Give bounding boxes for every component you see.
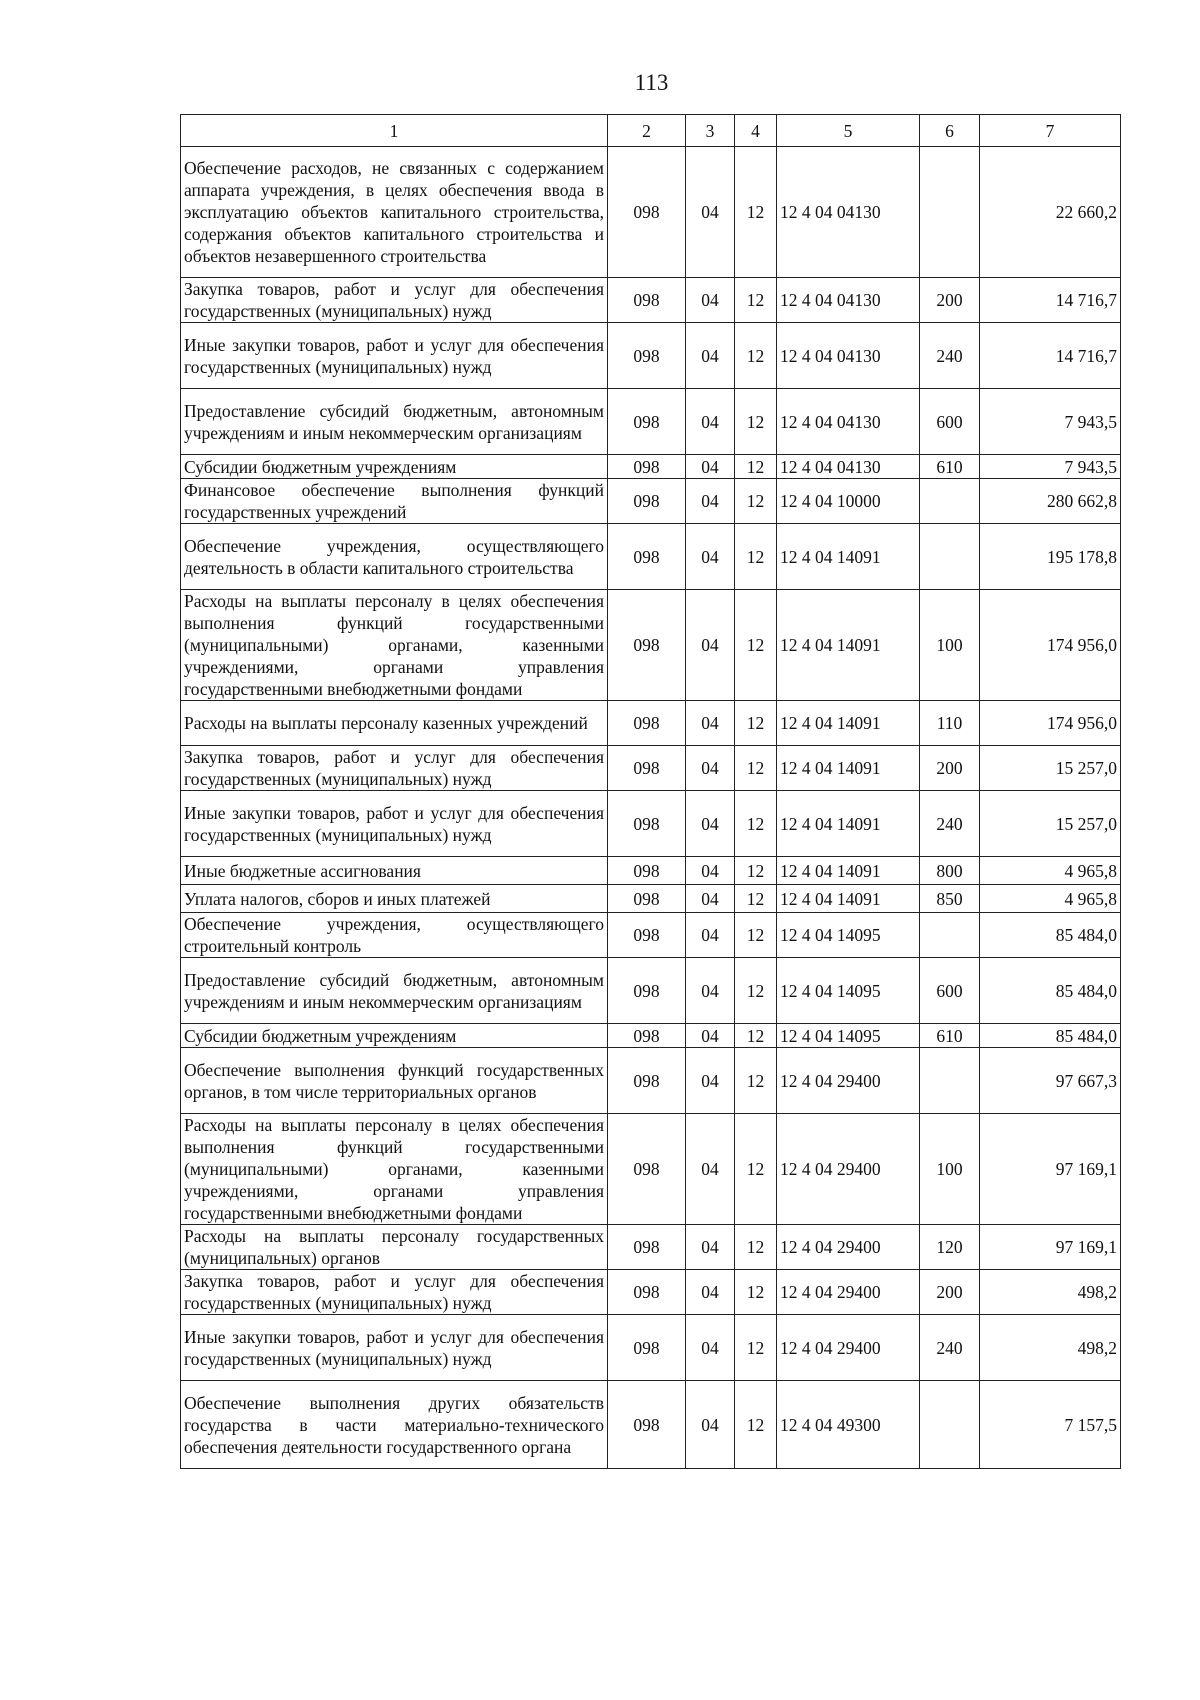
- section-code-cell: 04: [686, 323, 735, 389]
- target-article-cell: 12 4 04 29400: [777, 1048, 920, 1114]
- subsection-code-cell: 12: [735, 323, 777, 389]
- admin-code-cell: 098: [608, 389, 686, 455]
- subsection-code-cell: 12: [735, 1024, 777, 1048]
- target-article-cell: 12 4 04 14095: [777, 958, 920, 1024]
- expense-type-cell: 100: [920, 590, 980, 701]
- table-row: [181, 885, 1121, 913]
- column-header: 3: [686, 115, 735, 147]
- expense-type-cell: 850: [920, 885, 980, 913]
- table-row: [181, 857, 1121, 885]
- table-row: [181, 1270, 1121, 1315]
- target-article-cell: 12 4 04 04130: [777, 147, 920, 278]
- row-name-cell: Уплата налогов, сборов и иных платежей: [181, 885, 608, 913]
- section-code-cell: 04: [686, 857, 735, 885]
- expense-type-cell: [920, 1381, 980, 1469]
- section-code-cell: 04: [686, 1048, 735, 1114]
- table-row: [181, 1315, 1121, 1381]
- target-article-cell: 12 4 04 10000: [777, 479, 920, 524]
- subsection-code-cell: 12: [735, 1381, 777, 1469]
- table-row: [181, 590, 1121, 701]
- target-article-cell: 12 4 04 29400: [777, 1114, 920, 1225]
- target-article-cell: 12 4 04 14091: [777, 524, 920, 590]
- row-name-cell: Обеспечение расходов, не связанных с содержанием аппарата учреждения, в целях обеспечения ввода в эксплуатацию объектов капитального строительства, содержания объектов капитального строительства и объектов незавершенного строительства: [181, 147, 608, 278]
- admin-code-cell: 098: [608, 885, 686, 913]
- subsection-code-cell: 12: [735, 524, 777, 590]
- target-article-cell: 12 4 04 14091: [777, 590, 920, 701]
- column-header: 1: [181, 115, 608, 147]
- row-name-cell: Обеспечение выполнения других обязательств государства в части материально-технического обеспечения деятельности государственного органа: [181, 1381, 608, 1469]
- section-code-cell: 04: [686, 147, 735, 278]
- table-row: [181, 479, 1121, 524]
- table-row: [181, 278, 1121, 323]
- table-header-row: [181, 115, 1121, 147]
- admin-code-cell: 098: [608, 590, 686, 701]
- row-name-cell: Обеспечение выполнения функций государственных органов, в том числе территориальных органов: [181, 1048, 608, 1114]
- expense-type-cell: 240: [920, 1315, 980, 1381]
- amount-cell: 97 169,1: [980, 1225, 1121, 1270]
- row-name-cell: Закупка товаров, работ и услуг для обеспечения государственных (муниципальных) нужд: [181, 746, 608, 791]
- column-header: 5: [777, 115, 920, 147]
- admin-code-cell: 098: [608, 1225, 686, 1270]
- column-header: 2: [608, 115, 686, 147]
- subsection-code-cell: 12: [735, 1225, 777, 1270]
- target-article-cell: 12 4 04 29400: [777, 1270, 920, 1315]
- target-article-cell: 12 4 04 04130: [777, 323, 920, 389]
- table-row: [181, 323, 1121, 389]
- target-article-cell: 12 4 04 14091: [777, 746, 920, 791]
- subsection-code-cell: 12: [735, 885, 777, 913]
- row-name-cell: Иные закупки товаров, работ и услуг для обеспечения государственных (муниципальных) нужд: [181, 791, 608, 857]
- section-code-cell: 04: [686, 590, 735, 701]
- expense-type-cell: 610: [920, 1024, 980, 1048]
- table-row: [181, 455, 1121, 479]
- row-name-cell: Обеспечение учреждения, осуществляющего деятельность в области капитального строительства: [181, 524, 608, 590]
- admin-code-cell: 098: [608, 857, 686, 885]
- admin-code-cell: 098: [608, 1381, 686, 1469]
- admin-code-cell: 098: [608, 958, 686, 1024]
- page-number: 113: [634, 70, 669, 95]
- section-code-cell: 04: [686, 524, 735, 590]
- section-code-cell: 04: [686, 913, 735, 958]
- target-article-cell: 12 4 04 04130: [777, 455, 920, 479]
- amount-cell: 4 965,8: [980, 857, 1121, 885]
- amount-cell: 22 660,2: [980, 147, 1121, 278]
- admin-code-cell: 098: [608, 913, 686, 958]
- admin-code-cell: 098: [608, 1270, 686, 1315]
- target-article-cell: 12 4 04 14095: [777, 913, 920, 958]
- amount-cell: 14 716,7: [980, 278, 1121, 323]
- amount-cell: 85 484,0: [980, 958, 1121, 1024]
- expense-type-cell: 800: [920, 857, 980, 885]
- section-code-cell: 04: [686, 701, 735, 746]
- amount-cell: 15 257,0: [980, 791, 1121, 857]
- expense-type-cell: [920, 147, 980, 278]
- amount-cell: 174 956,0: [980, 590, 1121, 701]
- subsection-code-cell: 12: [735, 147, 777, 278]
- row-name-cell: Закупка товаров, работ и услуг для обеспечения государственных (муниципальных) нужд: [181, 278, 608, 323]
- section-code-cell: 04: [686, 746, 735, 791]
- section-code-cell: 04: [686, 885, 735, 913]
- admin-code-cell: 098: [608, 479, 686, 524]
- subsection-code-cell: 12: [735, 913, 777, 958]
- section-code-cell: 04: [686, 278, 735, 323]
- subsection-code-cell: 12: [735, 1315, 777, 1381]
- subsection-code-cell: 12: [735, 479, 777, 524]
- row-name-cell: Иные бюджетные ассигнования: [181, 857, 608, 885]
- section-code-cell: 04: [686, 479, 735, 524]
- section-code-cell: 04: [686, 958, 735, 1024]
- table-row: [181, 1048, 1121, 1114]
- amount-cell: 97 667,3: [980, 1048, 1121, 1114]
- amount-cell: 7 157,5: [980, 1381, 1121, 1469]
- subsection-code-cell: 12: [735, 791, 777, 857]
- amount-cell: 4 965,8: [980, 885, 1121, 913]
- section-code-cell: 04: [686, 1315, 735, 1381]
- section-code-cell: 04: [686, 1114, 735, 1225]
- expense-type-cell: 100: [920, 1114, 980, 1225]
- row-name-cell: Предоставление субсидий бюджетным, автономным учреждениям и иным некоммерческим организациям: [181, 389, 608, 455]
- row-name-cell: Расходы на выплаты персоналу казенных учреждений: [181, 701, 608, 746]
- table-row: [181, 147, 1121, 278]
- row-name-cell: Расходы на выплаты персоналу в целях обеспечения выполнения функций государственными (муниципальными) органами, казенными учреждениями, органами управления государственными внебюджетными фондами: [181, 1114, 608, 1225]
- table-row: [181, 791, 1121, 857]
- column-header: 4: [735, 115, 777, 147]
- target-article-cell: 12 4 04 14091: [777, 885, 920, 913]
- target-article-cell: 12 4 04 04130: [777, 278, 920, 323]
- expense-type-cell: 600: [920, 958, 980, 1024]
- section-code-cell: 04: [686, 1225, 735, 1270]
- admin-code-cell: 098: [608, 1024, 686, 1048]
- amount-cell: 85 484,0: [980, 913, 1121, 958]
- subsection-code-cell: 12: [735, 746, 777, 791]
- subsection-code-cell: 12: [735, 389, 777, 455]
- subsection-code-cell: 12: [735, 278, 777, 323]
- amount-cell: 498,2: [980, 1315, 1121, 1381]
- admin-code-cell: 098: [608, 1114, 686, 1225]
- amount-cell: 15 257,0: [980, 746, 1121, 791]
- budget-table: [180, 114, 1121, 1469]
- subsection-code-cell: 12: [735, 455, 777, 479]
- column-header: 7: [980, 115, 1121, 147]
- expense-type-cell: 200: [920, 278, 980, 323]
- expense-type-cell: 110: [920, 701, 980, 746]
- amount-cell: 14 716,7: [980, 323, 1121, 389]
- amount-cell: 195 178,8: [980, 524, 1121, 590]
- subsection-code-cell: 12: [735, 1270, 777, 1315]
- expense-type-cell: 200: [920, 1270, 980, 1315]
- expense-type-cell: [920, 913, 980, 958]
- table-row: [181, 1024, 1121, 1048]
- admin-code-cell: 098: [608, 1315, 686, 1381]
- row-name-cell: Иные закупки товаров, работ и услуг для обеспечения государственных (муниципальных) нужд: [181, 323, 608, 389]
- row-name-cell: Обеспечение учреждения, осуществляющего строительный контроль: [181, 913, 608, 958]
- admin-code-cell: 098: [608, 455, 686, 479]
- table-row: [181, 913, 1121, 958]
- row-name-cell: Субсидии бюджетным учреждениям: [181, 1024, 608, 1048]
- target-article-cell: 12 4 04 29400: [777, 1225, 920, 1270]
- target-article-cell: 12 4 04 14095: [777, 1024, 920, 1048]
- amount-cell: 174 956,0: [980, 701, 1121, 746]
- target-article-cell: 12 4 04 04130: [777, 389, 920, 455]
- admin-code-cell: 098: [608, 278, 686, 323]
- table-row: [181, 1225, 1121, 1270]
- expense-type-cell: [920, 479, 980, 524]
- subsection-code-cell: 12: [735, 857, 777, 885]
- target-article-cell: 12 4 04 14091: [777, 701, 920, 746]
- table-body: [181, 147, 1121, 1469]
- row-name-cell: Предоставление субсидий бюджетным, автономным учреждениям и иным некоммерческим организациям: [181, 958, 608, 1024]
- subsection-code-cell: 12: [735, 701, 777, 746]
- row-name-cell: Закупка товаров, работ и услуг для обеспечения государственных (муниципальных) нужд: [181, 1270, 608, 1315]
- subsection-code-cell: 12: [735, 1114, 777, 1225]
- expense-type-cell: 240: [920, 791, 980, 857]
- amount-cell: 85 484,0: [980, 1024, 1121, 1048]
- target-article-cell: 12 4 04 14091: [777, 791, 920, 857]
- expense-type-cell: [920, 524, 980, 590]
- table-row: [181, 389, 1121, 455]
- row-name-cell: Иные закупки товаров, работ и услуг для обеспечения государственных (муниципальных) нужд: [181, 1315, 608, 1381]
- row-name-cell: Расходы на выплаты персоналу в целях обеспечения выполнения функций государственными (муниципальными) органами, казенными учреждениями, органами управления государственными внебюджетными фондами: [181, 590, 608, 701]
- row-name-cell: Финансовое обеспечение выполнения функций государственных учреждений: [181, 479, 608, 524]
- expense-type-cell: 600: [920, 389, 980, 455]
- expense-type-cell: [920, 1048, 980, 1114]
- expense-type-cell: 610: [920, 455, 980, 479]
- row-name-cell: Субсидии бюджетным учреждениям: [181, 455, 608, 479]
- table-row: [181, 701, 1121, 746]
- section-code-cell: 04: [686, 389, 735, 455]
- admin-code-cell: 098: [608, 1048, 686, 1114]
- section-code-cell: 04: [686, 1024, 735, 1048]
- admin-code-cell: 098: [608, 323, 686, 389]
- amount-cell: 97 169,1: [980, 1114, 1121, 1225]
- table-row: [181, 746, 1121, 791]
- amount-cell: 498,2: [980, 1270, 1121, 1315]
- table-row: [181, 524, 1121, 590]
- admin-code-cell: 098: [608, 791, 686, 857]
- expense-type-cell: 200: [920, 746, 980, 791]
- admin-code-cell: 098: [608, 746, 686, 791]
- table-row: [181, 1114, 1121, 1225]
- subsection-code-cell: 12: [735, 590, 777, 701]
- section-code-cell: 04: [686, 1381, 735, 1469]
- table-row: [181, 958, 1121, 1024]
- table-row: [181, 1381, 1121, 1469]
- subsection-code-cell: 12: [735, 958, 777, 1024]
- amount-cell: 7 943,5: [980, 455, 1121, 479]
- target-article-cell: 12 4 04 14091: [777, 857, 920, 885]
- subsection-code-cell: 12: [735, 1048, 777, 1114]
- row-name-cell: Расходы на выплаты персоналу государственных (муниципальных) органов: [181, 1225, 608, 1270]
- admin-code-cell: 098: [608, 147, 686, 278]
- admin-code-cell: 098: [608, 524, 686, 590]
- expense-type-cell: 240: [920, 323, 980, 389]
- amount-cell: 280 662,8: [980, 479, 1121, 524]
- expense-type-cell: 120: [920, 1225, 980, 1270]
- admin-code-cell: 098: [608, 701, 686, 746]
- target-article-cell: 12 4 04 29400: [777, 1315, 920, 1381]
- section-code-cell: 04: [686, 455, 735, 479]
- section-code-cell: 04: [686, 1270, 735, 1315]
- column-header: 6: [920, 115, 980, 147]
- target-article-cell: 12 4 04 49300: [777, 1381, 920, 1469]
- section-code-cell: 04: [686, 791, 735, 857]
- amount-cell: 7 943,5: [980, 389, 1121, 455]
